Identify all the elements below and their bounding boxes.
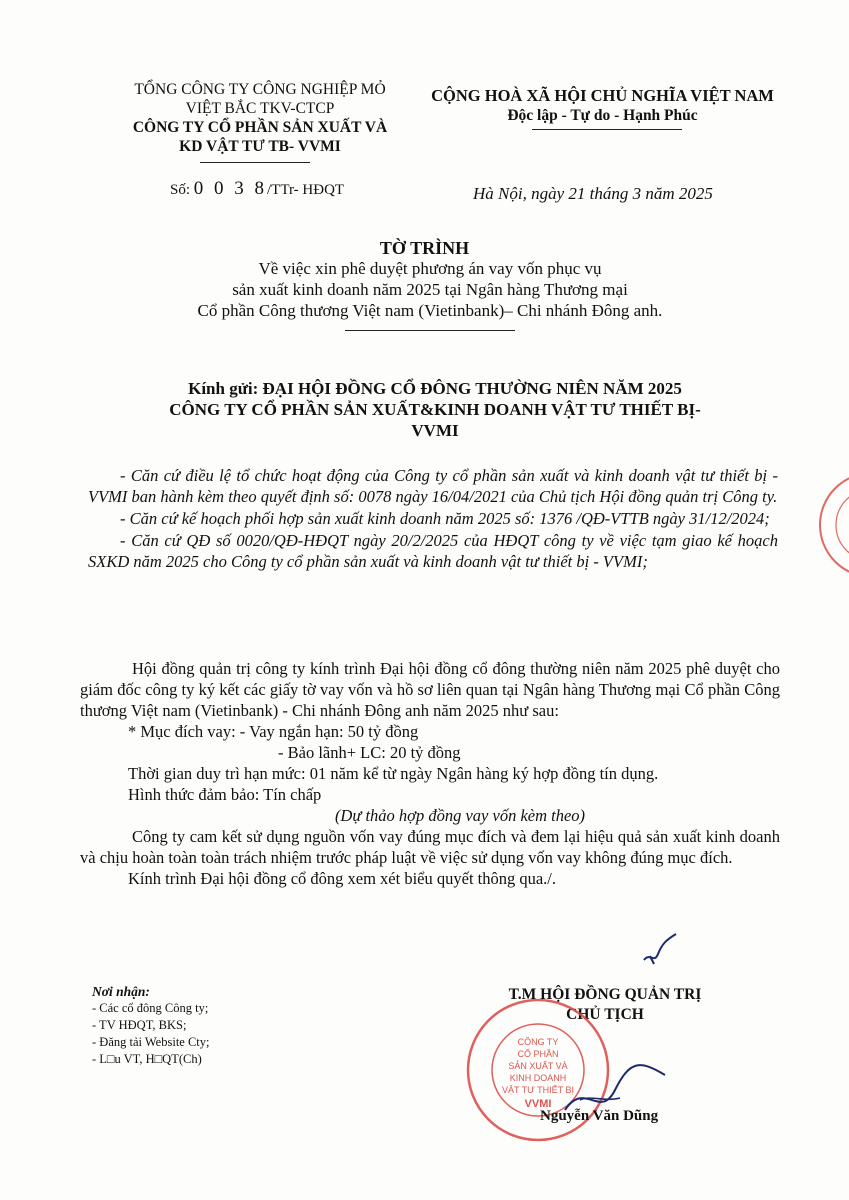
company-line2: KD VẬT TƯ TB- VVMI [179, 138, 341, 155]
svg-text:CÔNG TY: CÔNG TY [517, 1037, 559, 1047]
recipient-item: - L□u VT, H□QT(Ch) [92, 1052, 202, 1066]
addressee-line2: CÔNG TY CỔ PHẦN SẢN XUẤT&KINH DOANH VẬT TƯ THIẾT BỊ- [169, 400, 701, 419]
draft-note: (Dự thảo hợp đồng vay vốn kèm theo) [334, 806, 586, 825]
loan-purpose-guarantee: - Bảo lãnh+ LC: 20 tỷ đồng [278, 743, 461, 762]
basis-item: - Căn cứ kế hoạch phối hợp sản xuất kinh doanh năm 2025 số: 1376 /QĐ-VTTB ngày 31/12/2024; [120, 509, 770, 528]
subject-line2: sản xuất kinh doanh năm 2025 tại Ngân hàng Thương mại [232, 280, 628, 299]
subject-underline [345, 330, 515, 331]
addressee-line1: Kính gửi: ĐẠI HỘI ĐỒNG CỔ ĐÔNG THƯỜNG NIÊN NĂM 2025 [188, 379, 682, 398]
recipients-block [92, 983, 352, 1068]
document-body [80, 658, 780, 889]
subject-line1: Về việc xin phê duyệt phương án vay vốn phục vụ [258, 259, 602, 278]
motto-underline [532, 129, 682, 130]
doc-no-number: 0 0 3 8 [193, 178, 268, 199]
document-number [170, 178, 344, 200]
basis-item: - Căn cứ QĐ số 0020/QĐ-HĐQT ngày 20/2/2025 của HĐQT công ty về việc tạm giao kế hoạch SXKD năm 2025 cho Công ty cổ phần sản xuất và kinh doanh vật tư thiết bị - VVMI; [88, 531, 778, 571]
page-edge-seal-icon [812, 470, 849, 580]
document-title: TỜ TRÌNH [379, 238, 470, 258]
nation-header [415, 86, 790, 126]
nation-title: CỘNG HOÀ XÃ HỘI CHỦ NGHĨA VIỆT NAM [431, 86, 774, 105]
legal-basis [88, 465, 778, 573]
svg-text:VVMI: VVMI [524, 1098, 552, 1110]
recipients-heading: Nơi nhận: [92, 984, 150, 999]
addressee [105, 378, 765, 441]
loan-purpose-short-term: * Mục đích vay: - Vay ngắn hạn: 50 tỷ đồng [128, 722, 419, 741]
svg-text:KINH DOANH: KINH DOANH [509, 1073, 567, 1083]
svg-text:VẬT TƯ THIẾT BỊ: VẬT TƯ THIẾT BỊ [501, 1085, 575, 1095]
recipient-item: - Các cổ đông Công ty; [92, 1001, 209, 1015]
initial-mark-icon [640, 930, 680, 970]
svg-text:SẢN XUẤT VÀ: SẢN XUẤT VÀ [508, 1061, 568, 1071]
parent-org-line1: TỔNG CÔNG TY CÔNG NGHIỆP MỎ [134, 81, 386, 98]
recipient-item: - Đăng tải Website Cty; [92, 1035, 210, 1049]
parent-org-line2: VIỆT BẮC TKV-CTCP [185, 100, 335, 117]
collateral-form: Hình thức đảm bảo: Tín chấp [128, 785, 322, 804]
request-paragraph: Hội đồng quản trị công ty kính trình Đại hội đồng cổ đông thường niên năm 2025 phê duyệt cho giám đốc công ty ký kết các giấy tờ vay vốn và hồ sơ liên quan tại Ngân hàng Thương mại Cổ phần Công thương Việt nam (Vietinbank) - Chi nhánh Đông anh năm 2025 như sau: [80, 659, 780, 720]
signer-title: CHỦ TỊCH [566, 1006, 644, 1023]
commitment-paragraph: Công ty cam kết sử dụng nguồn vốn vay đúng mục đích và đem lại hiệu quả sản xuất kinh doanh và chịu hoàn toàn toàn trách nhiệm trước pháp luật về việc sử dụng vốn vay không đúng mục đích. [80, 827, 780, 867]
doc-no-suffix: /TTr- HĐQT [267, 182, 345, 198]
signer-name: Nguyễn Văn Dũng [540, 1108, 659, 1124]
document-subject [100, 258, 760, 321]
nation-motto: Độc lập - Tự do - Hạnh Phúc [507, 107, 698, 124]
svg-text:CỔ PHẦN: CỔ PHẦN [517, 1049, 559, 1059]
basis-item: - Căn cứ điều lệ tổ chức hoạt động của Công ty cổ phần sản xuất và kinh doanh vật tư thiết bị - VVMI ban hành kèm theo quyết định số: 0078 ngày 16/04/2021 của Chủ tịch Hội đồng quản trị Công ty. [88, 466, 778, 506]
doc-no-prefix: Số: [170, 182, 191, 198]
closing-line: Kính trình Đại hội đồng cổ đông xem xét biểu quyết thông qua./. [128, 869, 557, 888]
recipient-item: - TV HĐQT, BKS; [92, 1018, 187, 1032]
credit-duration: Thời gian duy trì hạn mức: 01 năm kể từ ngày Ngân hàng ký hợp đồng tín dụng. [128, 764, 659, 783]
issuer-underline [200, 162, 310, 163]
issuer-header [95, 80, 425, 156]
addressee-line3: VVMI [411, 421, 459, 440]
company-line1: CÔNG TY CỔ PHẦN SẢN XUẤT VÀ [132, 119, 388, 136]
signer-role: T.M HỘI ĐỒNG QUẢN TRỊ [508, 986, 702, 1003]
subject-line3: Cổ phần Công thương Việt nam (Vietinbank)– Chi nhánh Đông anh. [197, 301, 663, 320]
document-date: Hà Nội, ngày 21 tháng 3 năm 2025 [473, 184, 713, 203]
